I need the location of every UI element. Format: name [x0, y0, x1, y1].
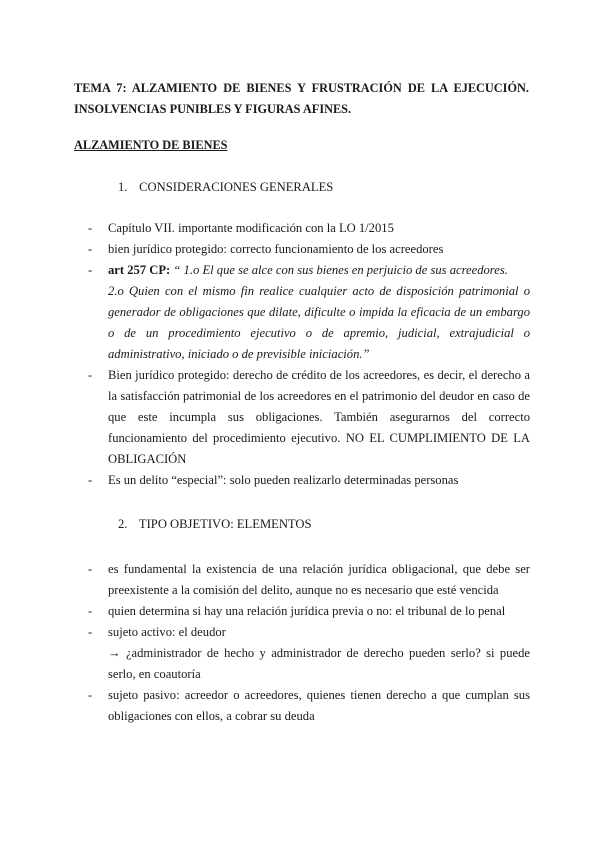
bullet-dash: -: [88, 604, 93, 618]
list-general: [88, 218, 530, 491]
list-item: [88, 470, 530, 491]
list-item-text: Capítulo VII. importante modificación con la LO 1/2015: [108, 221, 394, 235]
arrow-note: → ¿administrador de hecho y administrador de derecho pueden serlo? si puede serlo, en coautoría: [108, 646, 530, 681]
title-line-2: INSOLVENCIAS PUNIBLES Y FIGURAS AFINES.: [74, 102, 352, 116]
list-item: [88, 622, 530, 685]
list-item: [88, 365, 530, 470]
list-item-text: Bien jurídico protegido: derecho de crédito de los acreedores, es decir, el derecho a la satisfacción patrimonial de los acreedores en el patrimonio del deudor en caso de que este incumpla sus obligaciones. También asegurarnos del correcto funcionamiento del procedimiento ejecutivo. NO EL CUMPLIMIENTO DE LA OBLIGACIÓN: [108, 368, 530, 466]
title-line-1: TEMA 7: ALZAMIENTO DE BIENES Y FRUSTRACIÓN DE LA EJECUCIÓN.: [74, 81, 529, 95]
bullet-dash: -: [88, 473, 93, 487]
section-heading: ALZAMIENTO DE BIENES: [74, 138, 228, 152]
list-item-text: quien determina si hay una relación jurídica previa o no: el tribunal de lo penal: [108, 604, 506, 618]
heading-1-number: 1.: [118, 180, 128, 194]
list-item-text: sujeto pasivo: acreedor o acreedores, quienes tienen derecho a que cumplan sus obligaciones con ellos, a cobrar su deuda: [108, 688, 530, 723]
list-item: [88, 559, 530, 601]
bullet-dash: -: [88, 368, 93, 382]
list-item: [88, 601, 530, 622]
bullet-dash: -: [88, 263, 93, 277]
list-item: [88, 239, 530, 260]
list-item: [88, 260, 530, 365]
article-reference: art 257 CP:: [108, 263, 171, 277]
list-item: [88, 218, 530, 239]
list-item-text: Es un delito “especial”: solo pueden realizarlo determinadas personas: [108, 473, 459, 487]
bullet-dash: -: [88, 562, 93, 576]
heading-1-text: CONSIDERACIONES GENERALES: [139, 180, 334, 194]
list-item-text: sujeto activo: el deudor: [108, 625, 226, 639]
bullet-dash: -: [88, 242, 93, 256]
heading-2-text: TIPO OBJETIVO: ELEMENTOS: [138, 517, 312, 531]
list-item: [88, 685, 530, 727]
list-item-text: es fundamental la existencia de una relación jurídica obligacional, que debe ser preexistente a la comisión del delito, aunque no es necesario que esté vencida: [108, 562, 530, 597]
article-quote-1: “ 1.o El que se alce con sus bienes en perjuicio de sus acreedores.: [170, 263, 508, 277]
list-elements: [88, 559, 530, 727]
bullet-dash: -: [88, 688, 93, 702]
list-item-text: bien jurídico protegido: correcto funcionamiento de los acreedores: [108, 242, 444, 256]
article-quote-2: 2.o Quien con el mismo fin realice cualquier acto de disposición patrimonial o generador de obligaciones que dilate, dificulte o impida la eficacia de un embargo o de un procedimiento ejecutivo o de apremio, judicial, extrajudicial o administrativo, iniciado o de previsible iniciación.”: [108, 284, 530, 361]
heading-2: [118, 517, 312, 532]
heading-2-number: 2.: [118, 517, 128, 531]
document-title: [74, 78, 529, 120]
bullet-dash: -: [88, 221, 93, 235]
heading-1: [118, 180, 333, 195]
bullet-dash: -: [88, 625, 93, 639]
